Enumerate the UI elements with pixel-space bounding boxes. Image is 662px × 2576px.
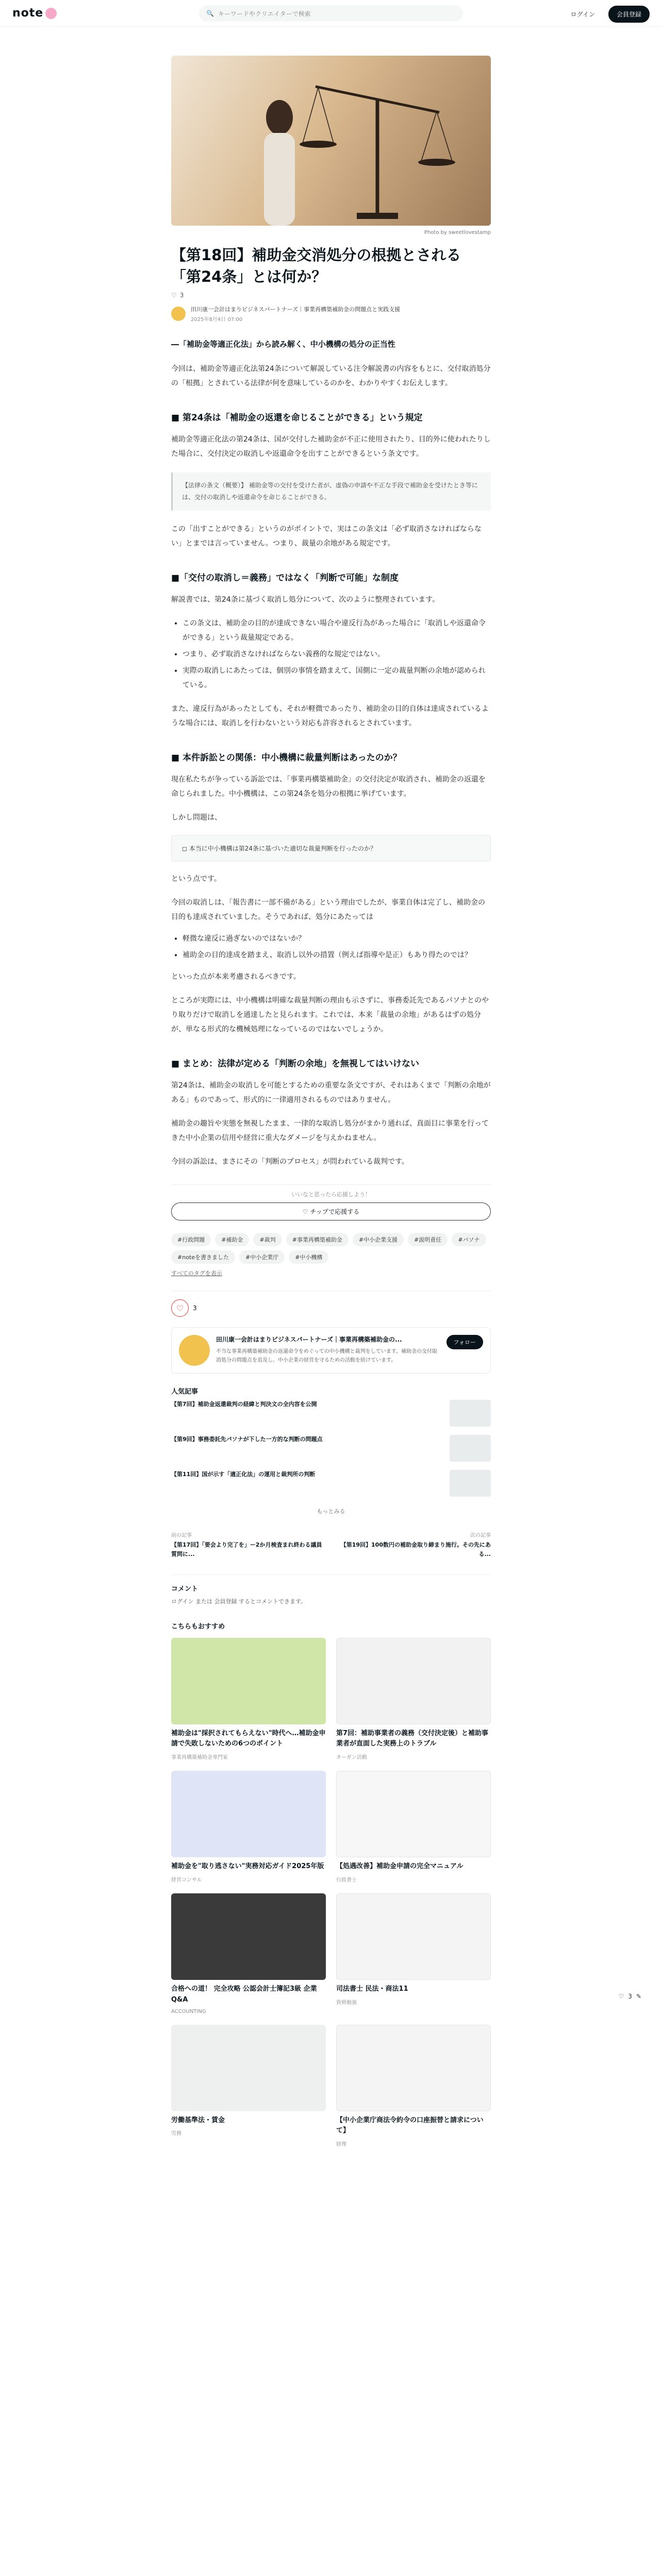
bullet-list: [171, 616, 491, 692]
card-meta: ACCOUNTING: [171, 2008, 206, 2014]
thumbnail: [450, 1470, 491, 1497]
tag[interactable]: #事業再構築補助金: [286, 1233, 349, 1246]
popular-title: 人気記事: [171, 1388, 198, 1396]
avatar[interactable]: [171, 307, 186, 321]
card-meta: 労務: [171, 2131, 181, 2137]
card-image: [171, 2025, 326, 2111]
paragraph: 今回は、補助金等適正化法第24条について解説している注令解説書の内容をもとに、交付取消処分の「根拠」とされている法律が何を意味しているのかを、わかりやすくお伝えします。: [171, 365, 491, 387]
paragraph: この「出すことができる」というのがポイントで、実はこの条文は「必ず取消さなければならない」とまでは言っていません。つまり、裁量の余地がある規定です。: [171, 524, 482, 548]
card-title: 第7回：補助事業者の義務（交付決定後）と補助事業者が直面した実務上のトラブル: [336, 1729, 489, 1748]
tag[interactable]: #中小機構: [289, 1250, 328, 1264]
floating-reactions: [619, 1993, 641, 2000]
login-button[interactable]: ログイン: [564, 6, 602, 22]
card-meta: オーガン活動: [336, 1755, 367, 1761]
tip-button[interactable]: [171, 1202, 491, 1221]
paragraph: 補助金等適正化法の第24条は、国が交付した補助金が不正に使用されたり、目的外に使われたりした場合に、交付決定の取消しや返還命令を出すことができるという条文です。: [171, 435, 491, 459]
card-title: 合格への道！ 完全攻略 公認会計士簿記3級 企業 Q&A: [171, 1985, 317, 2004]
comment-title: コメント: [171, 1585, 198, 1593]
card-title: 補助金を"取り逃さない"実務対応ガイド2025年版: [171, 1862, 324, 1871]
list-item[interactable]: [171, 1431, 491, 1466]
section-heading: ■「交付の取消し＝義務」ではなく「判断で可能」な制度: [171, 572, 399, 583]
heart-icon[interactable]: ♡: [171, 1299, 189, 1317]
signup-button[interactable]: 会員登録: [608, 6, 650, 23]
support-label: いいなと思ったら応援しよう！: [171, 1184, 491, 1198]
heart-icon[interactable]: ♡: [171, 292, 177, 299]
more-link[interactable]: もっとみる: [317, 1508, 345, 1515]
tag-list: [171, 1233, 491, 1264]
card-title: 補助金は"採択されてもらえない"時代へ…補助金申請で失敗しないための6つのポイント: [171, 1729, 326, 1748]
tip-label: チップで応援する: [310, 1208, 360, 1216]
thumbnail: [450, 1400, 491, 1427]
card-title: 【処遇改善】補助金申請の完全マニュアル: [336, 1862, 464, 1871]
list-item: • 補助金の目的達成を踏まえ、取消し以外の措置（例えば指導や是正）もあり得たのでは？: [183, 948, 491, 962]
card-meta: 資格勉強: [336, 1999, 357, 2006]
paragraph: 今回の訴訟は、まさにその「判断のプロセス」が問われている裁判です。: [171, 1158, 409, 1166]
paragraph: また、違反行為があったとしても、それが軽微であったり、補助金の目的自体は達成されているような場合には、取消しを行わないという対応も許容されるとされています。: [171, 704, 489, 727]
hero-image: [171, 56, 491, 226]
card-image: [171, 1771, 326, 1857]
profile-desc: 不当な事業再構築補助金の返還命令をめぐっての中小機構と裁判をしています。補助金の交付取消処分の問題点を追及し、中小企業の経営を守るための活動を続けています。: [216, 1349, 437, 1364]
bullet-list: [171, 931, 491, 962]
prev-article[interactable]: [171, 1531, 327, 1558]
follow-button[interactable]: フォロー: [446, 1335, 483, 1349]
card-image: [336, 1638, 491, 1724]
quote-block: 【法律の条文（概要）】 補助金等の交付を受けた者が、虚偽の申請や不正な手段で補助金を受けたとき等には、交付の取消しや返還命令を命じることができる。: [171, 472, 491, 511]
profile-card: [171, 1327, 491, 1374]
tag[interactable]: #行政問題: [171, 1233, 211, 1246]
list-item: • 実際の取消しにあたっては、個別の事情を踏まえて、国側に一定の裁量判断の余地が認められている。: [183, 664, 491, 692]
photo-credit[interactable]: Photo by sweetlovestamp: [424, 230, 491, 235]
card-image: [336, 1893, 491, 1980]
recommend-card[interactable]: [336, 1893, 491, 2014]
recommend-card[interactable]: [171, 1771, 326, 1883]
recommend-card[interactable]: [336, 1638, 491, 1761]
paragraph: 今回の取消しは、「報告書に一部不備がある」という理由でしたが、事業自体は完了し、補助金の目的も達成されていました。そうであれば、処分にあたっては: [171, 899, 485, 922]
section-heading: ■ 第24条は「補助金の返還を命じることができる」という規定: [171, 413, 423, 423]
flower-icon: [45, 8, 57, 19]
prev-title: 【第17回】「要会より完了を」ー2か月検査まれ終わる議員質問に...: [171, 1541, 322, 1557]
card-meta: 行政書士: [336, 1877, 357, 1883]
popular-list: [171, 1396, 491, 1501]
tag[interactable]: #説明責任: [408, 1233, 448, 1246]
list-item[interactable]: [171, 1466, 491, 1501]
section-heading: ■ まとめ：法律が定める「判断の余地」を無視してはいけない: [171, 1059, 419, 1070]
paragraph: 第24条は、補助金の取消しを可能とするための重要な条文ですが、それはあくまで「判断の余地がある」ものであって、形式的に一律適用されるものではありません。: [171, 1081, 491, 1105]
list-item: • 軽微な違反に過ぎないのではないか？: [183, 931, 491, 946]
card-image: [336, 2025, 491, 2111]
tag[interactable]: #noteを書きました: [171, 1250, 235, 1264]
recommend-card[interactable]: [171, 2025, 326, 2148]
tip-icon: ♡: [302, 1208, 310, 1216]
author-name[interactable]: 田川康一会計はまりビジネスパートナーズ｜事業再構築補助金の問題点と実践支援: [191, 306, 401, 313]
card-meta: 経営コンサル: [171, 1877, 202, 1883]
prev-label: 前の記事: [171, 1533, 192, 1539]
note-logo[interactable]: [12, 7, 57, 20]
paragraph: 現在私たちが争っている訴訟では、「事業再構築補助金」の交付決定が取消され、補助金の返還を命じられました。中小機構は、この第24条を処分の根拠に挙げています。: [171, 775, 486, 799]
next-title: 【第19回】100数円の補助金取り締まり施行。その先にある...: [340, 1541, 491, 1557]
card-image: [171, 1638, 326, 1724]
next-article[interactable]: [335, 1531, 491, 1558]
paragraph: 解説書では、第24条に基づく取消し処分について、次のように整理されています。: [171, 595, 440, 604]
recommend-card[interactable]: [336, 2025, 491, 2148]
recommend-card[interactable]: [336, 1771, 491, 1883]
comment-icon[interactable]: ✎: [636, 1993, 641, 2000]
avatar[interactable]: [179, 1335, 210, 1366]
paragraph: ところが実際には、中小機構は明確な裁量判断の理由も示さずに、事務委託先であるパソナとのやり取りだけで取消しを通達したと見られます。これでは、本来「裁量の余地」があるはずの処分が、単なる形式的な機械処理になっているのではないでしょうか。: [171, 996, 489, 1034]
card-image: [336, 1771, 491, 1857]
paragraph: 補助金の趣旨や実態を無視したまま、一律的な取消し処分がまかり通れば、真面目に事業を行ってきた中小企業の信用や経営に重大なダメージを与えかねません。: [171, 1120, 489, 1143]
recommend-grid: [171, 1638, 491, 2148]
comment-section: [171, 1574, 491, 1605]
recommend-card[interactable]: [171, 1893, 326, 2014]
search-icon: 🔍: [206, 10, 214, 17]
like-counter[interactable]: [171, 292, 491, 299]
tag[interactable]: #パソナ: [452, 1233, 486, 1246]
article-title: 【第18回】補助金交消処分の根拠とされる「第24条」とは何か？: [171, 246, 461, 286]
card-meta: 経理: [336, 2142, 346, 2148]
like-count: 3: [628, 1993, 632, 2000]
section-heading: ■ 本件訴訟との関係：中小機構に裁量判断はあったのか？: [171, 752, 402, 763]
paragraph: という点です。: [171, 875, 221, 884]
item-title: 【第7回】補助金返還裁判の経緯と判決文の全内容を公開: [171, 1401, 317, 1408]
card-title: 【中小企業庁商法令約令の口座振替と請求について】: [336, 2116, 484, 2135]
tag[interactable]: #中小企業支援: [353, 1233, 404, 1246]
article-body: [171, 338, 491, 2147]
heart-icon[interactable]: ♡: [618, 1993, 624, 2000]
card-image: [171, 1893, 326, 1980]
search-input[interactable]: [199, 5, 463, 22]
tag[interactable]: #中小企業庁: [239, 1250, 285, 1264]
like-count: 3: [179, 292, 184, 299]
card-meta: 事業再構築補助金専門家: [171, 1755, 228, 1761]
lead-text: ―「補助金等適正化法」から読み解く、中小機構の処分の正当性: [171, 340, 395, 349]
card-title: 労働基準法・賃金: [171, 2116, 225, 2124]
recommend-card[interactable]: [171, 1638, 326, 1761]
list-item[interactable]: [171, 1396, 491, 1431]
all-tags-link[interactable]: すべてのタグを表示: [171, 1270, 222, 1277]
question-box: ◻ 本当に中小機構は第24条に基づいた適切な裁量判断を行ったのか？: [171, 835, 491, 861]
list-item: • この条文は、補助金の目的が達成できない場合や違反行為があった場合に「取消しや返還命令ができる」という裁量規定である。: [183, 616, 491, 645]
paragraph: しかし問題は、: [171, 814, 222, 822]
search-placeholder: キーワードやクリエイターで検索: [218, 10, 311, 18]
like-count: 3: [193, 1304, 197, 1312]
tag[interactable]: #補助金: [215, 1233, 249, 1246]
comment-login-text[interactable]: ログイン または 会員登録 するとコメントできます。: [171, 1598, 307, 1605]
item-title: 【第11回】国が示す「適正化法」の運用と裁判所の判断: [171, 1471, 316, 1478]
thumbnail: [450, 1435, 491, 1462]
article-nav: [171, 1531, 491, 1558]
logo-text: note: [12, 7, 44, 20]
reaction-bar: [171, 1291, 491, 1317]
card-title: 司法書士 民法・商法11: [336, 1985, 408, 1993]
author-info[interactable]: [171, 305, 491, 323]
next-label: 次の記事: [470, 1533, 491, 1539]
list-item: • つまり、必ず取消さなければならない義務的な規定ではない。: [183, 647, 491, 662]
profile-name[interactable]: 田川康一会計はまりビジネスパートナーズ｜事業再構築補助金の...: [216, 1336, 402, 1344]
paragraph: といった点が本来考慮されるべきです。: [171, 973, 301, 981]
recommend-title: こちらもおすすめ: [171, 1622, 225, 1631]
publish-date: 2025年8月4日 07:00: [191, 317, 243, 323]
item-title: 【第9回】事務委託先パソナが下した一方的な判断の問題点: [171, 1436, 323, 1443]
tag[interactable]: #裁判: [253, 1233, 282, 1246]
